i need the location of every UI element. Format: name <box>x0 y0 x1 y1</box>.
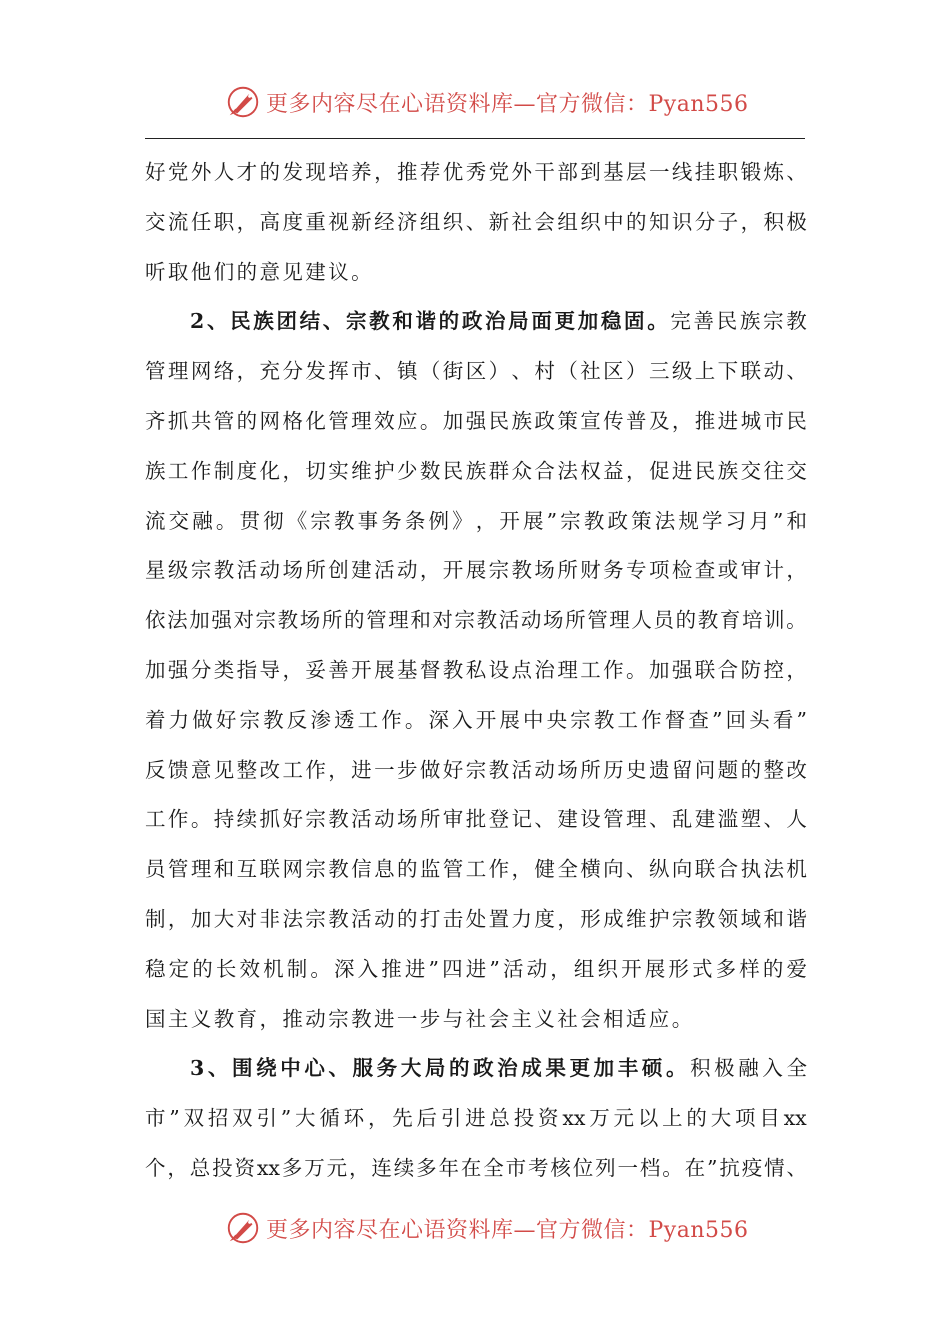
text-line: 流 交 融 。 贯 彻 《 宗 教 事 务 条 例 》 ， 开 展 ” 宗 教 政 策 法 规 学 习 月 ” 和 <box>145 508 807 533</box>
text-line: 反 馈 意 见 整 改 工 作 ， 进 一 步 做 好 宗 教 活 动 场 所 历 史 遗 留 问 题 的 整 改 <box>145 757 807 782</box>
document-body <box>145 148 807 1194</box>
footer-banner-text: 更多内容尽在心语资料库—官方微信：Pyan556 <box>266 1217 749 1243</box>
text-line: 稳 定 的 长 效 机 制 。 深 入 推 进 ” 四 进 ” 活 动 ， 组 织 开 展 形 式 多 样 的 爱 <box>145 956 807 981</box>
header-divider <box>145 138 805 139</box>
text-line: 管 理 网 络 ， 充 分 发 挥 市 、 镇 （ 街 区 ） 、 村 （ 社 区 ） 三 级 上 下 联 动 、 <box>145 359 807 384</box>
text-line: 个 ， 总 投 资 xx 多 万 元 ， 连 续 多 年 在 全 市 考 核 位 列 一 档 。 在 ” 抗 疫 情 、 <box>145 1155 807 1180</box>
text-line: 制 ， 加 大 对 非 法 宗 教 活 动 的 打 击 处 置 力 度 ， 形 成 维 护 宗 教 领 域 和 谐 <box>145 906 807 931</box>
text-line: 着 力 做 好 宗 教 反 渗 透 工 作 。 深 入 开 展 中 央 宗 教 工 作 督 查 ” 回 头 看 ” <box>145 707 807 732</box>
footer-banner <box>224 1208 749 1248</box>
pen-nib-logo-icon <box>224 83 262 121</box>
text-line: 交 流 任 职 ， 高 度 重 视 新 经 济 组 织 、 新 社 会 组 织 中 的 知 识 分 子 ， 积 极 <box>145 209 807 234</box>
text-line: 工 作 。 持 续 抓 好 宗 教 活 动 场 所 审 批 登 记 、 建 设 管 理 、 乱 建 滥 塑 、 人 <box>145 807 807 832</box>
text-line: 族 工 作 制 度 化 ， 切 实 维 护 少 数 民 族 群 众 合 法 权 益 ， 促 进 民 族 交 往 交 <box>145 458 807 483</box>
header-banner <box>224 82 749 122</box>
text-line: 齐 抓 共 管 的 网 格 化 管 理 效 应 。 加 强 民 族 政 策 宣 传 普 及 ， 推 进 城 市 民 <box>145 408 807 433</box>
paragraph-3-first-line: 3 、 围 绕 中 心 、 服 务 大 局 的 政 治 成 果 更 加 丰 硕 。 积 极 融 入 全 <box>190 1056 807 1081</box>
text-line: 听取他们的意见建议。 <box>145 259 374 284</box>
text-line: 市 ” 双 招 双 引 ” 大 循 环 ， 先 后 引 进 总 投 资 xx 万 元 以 上 的 大 项 目 xx <box>145 1106 807 1131</box>
paragraph-2-first-line: 2 、 民 族 团 结 、 宗 教 和 谐 的 政 治 局 面 更 加 稳 固 。 完 善 民 族 宗 教 <box>190 309 807 334</box>
text-line: 依 法 加 强 对 宗 教 场 所 的 管 理 和 对 宗 教 活 动 场 所 管 理 人 员 的 教 育 培 训 。 <box>145 608 807 633</box>
header-banner-text: 更多内容尽在心语资料库—官方微信：Pyan556 <box>266 91 749 117</box>
text-line: 国主义教育，推动宗教进一步与社会主义社会相适应。 <box>145 1006 695 1031</box>
pen-nib-logo-icon <box>224 1209 262 1247</box>
text-line: 星 级 宗 教 活 动 场 所 创 建 活 动 ， 开 展 宗 教 场 所 财 务 专 项 检 查 或 审 计 ， <box>145 558 807 583</box>
text-line: 好 党 外 人 才 的 发 现 培 养 ， 推 荐 优 秀 党 外 干 部 到 基 层 一 线 挂 职 锻 炼 、 <box>145 160 807 184</box>
text-line: 加 强 分 类 指 导 ， 妥 善 开 展 基 督 教 私 设 点 治 理 工 作 。 加 强 联 合 防 控 ， <box>145 657 807 682</box>
text-line: 员 管 理 和 互 联 网 宗 教 信 息 的 监 管 工 作 ， 健 全 横 向 、 纵 向 联 合 执 法 机 <box>145 857 807 882</box>
